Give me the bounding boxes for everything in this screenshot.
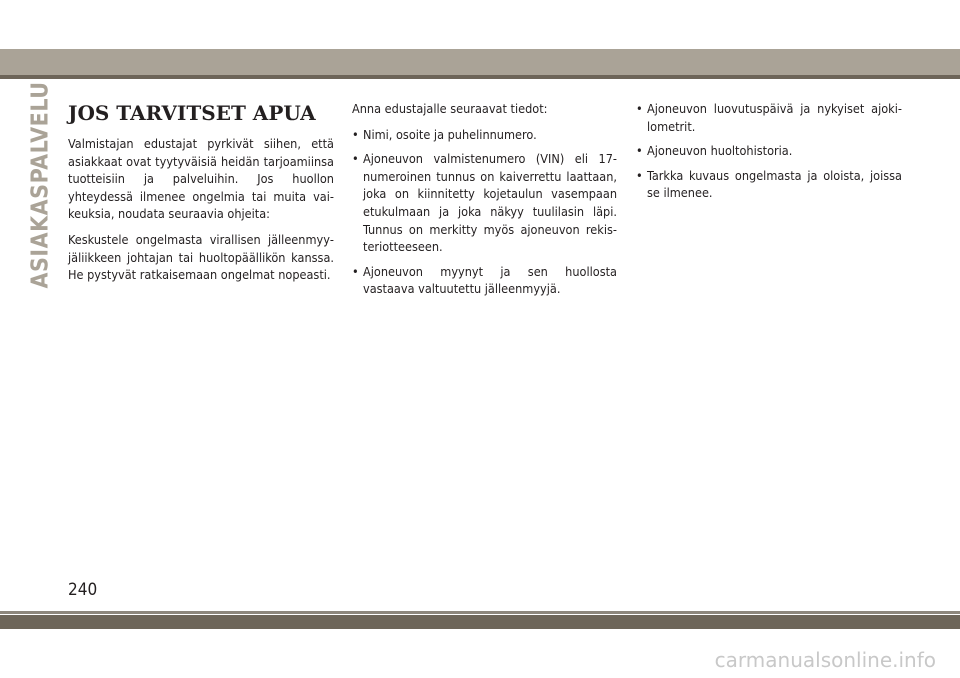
list-item: • Ajoneuvon myynyt ja sen huollosta vastaava valtuutettu jälleenmyyjä. — [352, 263, 617, 298]
paragraph-1: Valmistajan edustajat pyrkivät siihen, että asiakkaat ovat tyytyväisiä heidän tarjoamiinsa tuotteisiin ja palveluihin. Jos huollon yhteydessä ilmenee ongelmia tai muita vaikeuksia, noudata seuraavia ohjeita: — [68, 136, 334, 222]
footer-rule-thin — [0, 611, 960, 614]
list-item: • Ajoneuvon huoltohistoria. — [636, 142, 902, 160]
footer-band — [0, 615, 960, 629]
list-item: • Ajoneuvon valmistenumero (VIN) eli 17-numeroinen tunnus on kaiverrettu laattaan, joka on kiinnitetty kojetaulun vasempaan etukulmaan ja joka näkyy tuulilasin läpi. Tunnus on merkitty myös ajoneuvon rekisteriotteeseen. — [352, 150, 617, 256]
paragraph-2: Keskustele ongelmasta virallisen jälleenmyyjäliikkeen johtajan tai huoltopäällikön kanssa. He pystyvät ratkaisemaan ongelmat nopeasti. — [68, 231, 334, 283]
section-side-tab — [23, 81, 57, 289]
list-item: • Ajoneuvon luovutuspäivä ja nykyiset ajokilometrit. — [636, 100, 902, 135]
watermark-text: carmanualsonline.info — [714, 648, 936, 672]
header-band — [0, 49, 960, 79]
list-item: • Tarkka kuvaus ongelmasta ja oloista, joissa se ilmenee. — [636, 167, 902, 202]
info-list-continued — [636, 100, 902, 202]
info-list — [352, 126, 617, 298]
list-item: • Nimi, osoite ja puhelinnumero. — [352, 126, 617, 144]
info-intro: Anna edustajalle seuraavat tiedot: — [352, 101, 548, 116]
header-band-rule — [0, 75, 960, 79]
page-number: 240 — [68, 580, 98, 600]
page-title: JOS TARVITSET APUA — [68, 101, 316, 125]
column-3 — [636, 100, 902, 209]
column-1 — [68, 100, 334, 292]
section-side-tab-label: ASIAKASPALVELU — [27, 81, 54, 289]
column-2 — [352, 100, 617, 305]
